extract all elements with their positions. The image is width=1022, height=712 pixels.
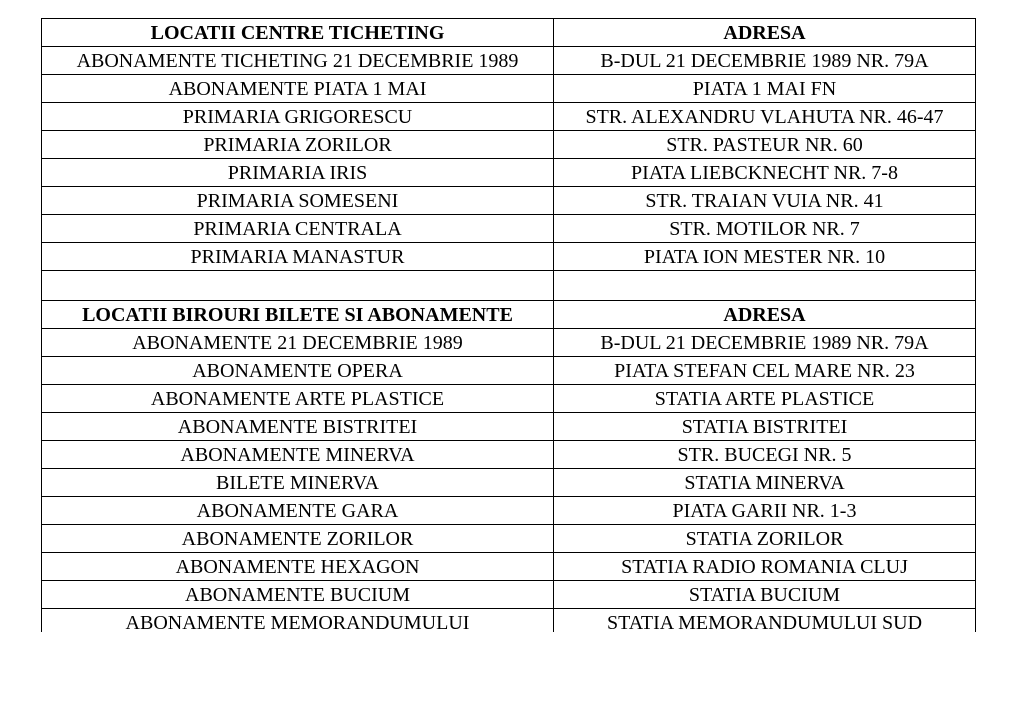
address-cell: PIATA LIEBCKNECHT NR. 7-8 (554, 159, 976, 187)
address-cell: STR. PASTEUR NR. 60 (554, 131, 976, 159)
table-viewport (41, 18, 976, 632)
blank-cell (42, 271, 554, 301)
address-cell: STR. BUCEGI NR. 5 (554, 441, 976, 469)
address-cell: B-DUL 21 DECEMBRIE 1989 NR. 79A (554, 47, 976, 75)
table-row (42, 47, 976, 75)
table-row (42, 215, 976, 243)
location-cell: ABONAMENTE BISTRITEI (42, 413, 554, 441)
table-row (42, 469, 976, 497)
table-row (42, 103, 976, 131)
section2-header-row (42, 301, 976, 329)
location-cell: PRIMARIA SOMESENI (42, 187, 554, 215)
table-row (42, 413, 976, 441)
location-cell: ABONAMENTE HEXAGON (42, 553, 554, 581)
address-cell: STATIA RADIO ROMANIA CLUJ (554, 553, 976, 581)
table-row (42, 497, 976, 525)
address-cell: PIATA ION MESTER NR. 10 (554, 243, 976, 271)
address-cell: STATIA BUCIUM (554, 581, 976, 609)
address-cell: PIATA GARII NR. 1-3 (554, 497, 976, 525)
table-row (42, 75, 976, 103)
location-cell: BILETE MINERVA (42, 469, 554, 497)
table-row (42, 159, 976, 187)
table-row (42, 385, 976, 413)
location-cell: PRIMARIA CENTRALA (42, 215, 554, 243)
location-cell: ABONAMENTE BUCIUM (42, 581, 554, 609)
address-cell: STR. ALEXANDRU VLAHUTA NR. 46-47 (554, 103, 976, 131)
table-row (42, 329, 976, 357)
address-cell: B-DUL 21 DECEMBRIE 1989 NR. 79A (554, 329, 976, 357)
location-cell: PRIMARIA GRIGORESCU (42, 103, 554, 131)
location-cell: ABONAMENTE ARTE PLASTICE (42, 385, 554, 413)
address-cell: PIATA STEFAN CEL MARE NR. 23 (554, 357, 976, 385)
table-row (42, 441, 976, 469)
table-row (42, 581, 976, 609)
section2-address-header: ADRESA (554, 301, 976, 329)
table-row (42, 525, 976, 553)
section1-header-row (42, 19, 976, 47)
table-row (42, 609, 976, 633)
address-cell: STATIA MEMORANDUMULUI SUD (554, 609, 976, 633)
address-cell: STATIA BISTRITEI (554, 413, 976, 441)
location-cell: ABONAMENTE MEMORANDUMULUI (42, 609, 554, 633)
location-cell: ABONAMENTE TICHETING 21 DECEMBRIE 1989 (42, 47, 554, 75)
location-cell: ABONAMENTE 21 DECEMBRIE 1989 (42, 329, 554, 357)
table-row (42, 187, 976, 215)
location-cell: ABONAMENTE OPERA (42, 357, 554, 385)
table-row (42, 553, 976, 581)
blank-separator-row (42, 271, 976, 301)
address-cell: STATIA MINERVA (554, 469, 976, 497)
address-cell: STATIA ARTE PLASTICE (554, 385, 976, 413)
location-cell: ABONAMENTE ZORILOR (42, 525, 554, 553)
address-cell: PIATA 1 MAI FN (554, 75, 976, 103)
location-cell: ABONAMENTE MINERVA (42, 441, 554, 469)
locations-table (41, 18, 976, 632)
section1-address-header: ADRESA (554, 19, 976, 47)
location-cell: ABONAMENTE PIATA 1 MAI (42, 75, 554, 103)
blank-cell (554, 271, 976, 301)
location-cell: PRIMARIA MANASTUR (42, 243, 554, 271)
location-cell: PRIMARIA ZORILOR (42, 131, 554, 159)
address-cell: STR. MOTILOR NR. 7 (554, 215, 976, 243)
location-cell: ABONAMENTE GARA (42, 497, 554, 525)
section1-location-header: LOCATII CENTRE TICHETING (42, 19, 554, 47)
location-cell: PRIMARIA IRIS (42, 159, 554, 187)
address-cell: STATIA ZORILOR (554, 525, 976, 553)
section2-location-header: LOCATII BIROURI BILETE SI ABONAMENTE (42, 301, 554, 329)
table-row (42, 357, 976, 385)
table-row (42, 243, 976, 271)
address-cell: STR. TRAIAN VUIA NR. 41 (554, 187, 976, 215)
table-row (42, 131, 976, 159)
